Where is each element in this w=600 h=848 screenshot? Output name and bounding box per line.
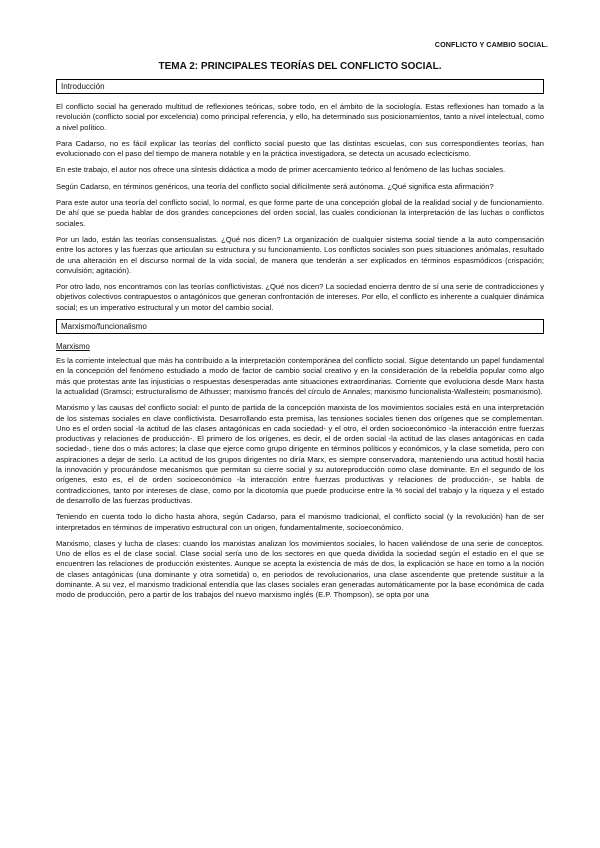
paragraph: Según Cadarso, en términos genéricos, una teoría del conflicto social difícilmente será autónoma. ¿Qué significa esta afirmación? [56,181,494,191]
paragraph: Por otro lado, nos encontramos con las teorías conflictivistas. ¿Qué nos dicen? La sociedad encierra dentro de sí una serie de contradicciones y objetivos colectivos contrapuestos o antagónicos que generan confrontación de intereses. Por ello, el conflicto es inherente a cualquier dinámica social; es un imperativo estructural y un motor del cambio social. [56,282,544,312]
paragraph: Es la corriente intelectual que más ha contribuido a la interpretación contemporánea del conflicto social. Sigue detentando un papel fundamental en la concepción del fenómeno estudiado a modo de factor de cambio social creativo y en la consideración de la rebeldía popular como algo más que protestas ante las injusticias o respuestas desesperadas ante situaciones extraordinarias. Corriente que evoluciona desde Marx hasta la actualidad (Gramsci; estructuralismo de Athusser; marxismo francés del círculo de Annales; marxismo funcionalista-Wallestein; posmarxismo). [56,356,544,396]
paragraph: Por un lado, están las teorías consensualistas. ¿Qué nos dicen? La organización de cualquier sistema social tiende a la auto compensación entre los actores y las fuerzas que articulan su estructura y su funcionamiento. Los conflictos sociales son pues situaciones anómalas, resultado de una alteración en el discurso normal de la vida social, de manera que tenderán a ser explicados en términos espasmódicos (crispación; convulsión; agitación). [56,234,544,275]
section-heading-marxismo-funcionalismo: Marxismo/funcionalismo [56,319,544,334]
paragraph: Teniendo en cuenta todo lo dicho hasta ahora, según Cadarso, para el marxismo tradicional, el conflicto social (y la revolución) han de ser interpretados en términos de imperativo estructural con un origen, fundamentalmente, socioeconómico. [56,512,544,532]
paragraph: Para este autor una teoría del conflicto social, lo normal, es que forme parte de una concepción global de la realidad social y de funcionamiento. De ahí que se pueda hablar de dos grandes concepciones del orden social, las cuales condicionan la interpretación de las luchas o conflictos sociales. [56,198,544,228]
paragraph: En este trabajo, el autor nos ofrece una síntesis didáctica a modo de primer acercamiento teórico al fenómeno de las luchas sociales. [56,165,506,175]
page-title: TEMA 2: PRINCIPALES TEORÍAS DEL CONFLICTO SOCIAL. [158,61,442,72]
paragraph: Para Cadarso, no es fácil explicar las teorías del conflicto social puesto que las distintas escuelas, con sus correspondientes teorías, han evolucionado con el paso del tiempo de manera notable y en la práctica investigadora, se detecta un acusado eclecticismo. [56,138,544,159]
subsection-heading-marxismo: Marxismo [56,342,90,352]
paragraph: Marxismo, clases y lucha de clases: cuando los marxistas analizan los movimientos sociales, lo hacen valiéndose de una serie de conceptos. Uno de ellos es el de clase social. Clase social sería uno de los sectores en que queda dividida la sociedad según el estadio en el que se encuentren las relaciones de producción existentes. Aunque se acepta la existencia de más de dos, la explicación se hace en torno a la noción de clases antagónicas (una dominante y otra sometida) o, en periodos de revolucionarios, una clase ascendente que pretende sustituir a la dominante. A su vez, el marxismo tradicional entendía que las clases sociales eran generadas automáticamente por la base económica de cada modo de producción, pero a partir de los trabajos del nuevo marxismo inglés (E.P. Thompson), se opta por una [56,538,544,600]
paragraph: Marxismo y las causas del conflicto social: el punto de partida de la concepción marxista de los movimientos sociales está en una interpretación de los sistemas sociales en clave conflictivista. Desarrollando esta premisa, las tensiones sociales tienen dos orígenes que se complementan. Uno es el orden social -la actitud de las clases antagónicas en cada sociedad- y el otro, el orden socioeconómico -la interacción entre fuerzas productivas y relaciones de producción-. El primero de los orígenes, es decir, el de orden social -la actitud de las clases antagónicas en cada sociedad-, tiene dos o más actores; la clase que ejerce como grupo dirigente en términos políticos y económicos, y la clase sometida, pero con aspiraciones a dejar de serlo. La actitud de los grupos dirigentes no diría Marx, es siempre conservadora, manteniendo una actitud hostil hacia la innovación y procurándose mecanismos que permitan su cierre social y su autoreproducción como clase dominante. En el segundo de los orígenes, esto es, el de orden socioeconómico -la interacción entre fuerzas productivas y relaciones de producción-, se habla de contradicciones, tanto por intereses de clase, como por la dicotomía que puede producirse entre la % social del trabajo y la riqueza y el estado de desarrollo de las fuerzas productivas. [56,403,544,505]
paragraph: El conflicto social ha generado multitud de reflexiones teóricas, sobre todo, en el ámbito de la sociología. Estas reflexiones han tomado a la revolución (conflicto social por excelencia) como principal referencia, y ello, ha determinado sus posicionamientos, tanto a nivel intelectual, como a nivel político. [56,102,544,132]
section-heading-introduccion: Introducción [56,79,544,94]
running-header: CONFLICTO Y CAMBIO SOCIAL. [434,40,548,49]
